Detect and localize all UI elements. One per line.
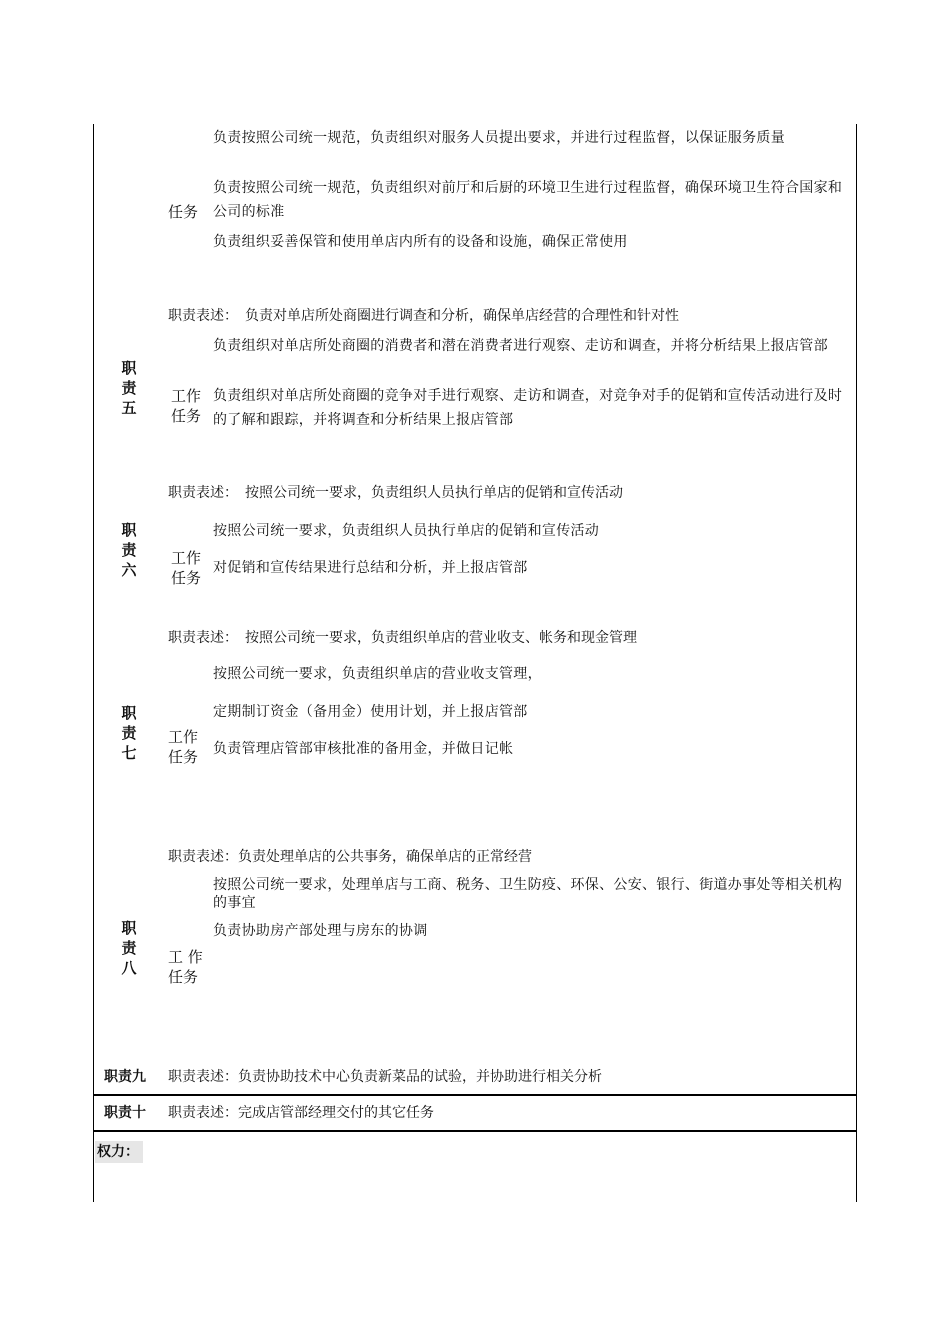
- duty6-label-char: 职: [121, 521, 137, 539]
- duty4-task-1: 负责按照公司统一规范，负责组织对服务人员提出要求，并进行过程监督，以保证服务质量: [213, 130, 785, 146]
- table-right-border: [856, 124, 857, 1202]
- duty7-work-label: [168, 727, 208, 767]
- duty8-label: [114, 918, 144, 978]
- work-label-line: 工作: [171, 387, 202, 405]
- duty7-task-1: 按照公司统一要求，负责组织单店的营业收支管理，: [213, 666, 542, 682]
- duty6-label-char: 责: [121, 541, 137, 559]
- duty6-label: [114, 520, 144, 580]
- duty10-description: 职责表述：完成店管部经理交付的其它任务: [168, 1105, 434, 1121]
- duty7-description: 职责表述： 按照公司统一要求，负责组织单店的营业收支、帐务和现金管理: [168, 630, 637, 646]
- duty7-label-char: 责: [121, 724, 137, 742]
- work-label-line: 工作: [171, 549, 202, 567]
- duty8-description: 职责表述：负责处理单店的公共事务，确保单店的正常经营: [168, 849, 532, 865]
- duty8-task-1: 按照公司统一要求，处理单店与工商、税务、卫生防疫、环保、公安、银行、街道办事处等相关机构的事宜: [213, 877, 843, 911]
- duty7-label-char: 职: [121, 704, 137, 722]
- work-label-line: 任务: [168, 748, 199, 766]
- duty8-label-char: 八: [121, 959, 137, 977]
- duty6-label-char: 六: [121, 561, 137, 579]
- duty5-label-char: 五: [121, 399, 137, 417]
- duty7-label: [114, 703, 144, 763]
- duty7-label-char: 七: [121, 744, 137, 762]
- duty5-work-label: [168, 386, 208, 426]
- table-left-border: [93, 124, 94, 1202]
- duty4-task-2: 负责按照公司统一规范，负责组织对前厅和后厨的环境卫生进行过程监督，确保环境卫生符合国家和公司的标准: [213, 180, 843, 220]
- duty9-description: 职责表述：负责协助技术中心负责新菜品的试验，并协助进行相关分析: [168, 1069, 602, 1085]
- duty8-work-label: [168, 947, 228, 987]
- duty8-label-char: 责: [121, 939, 137, 957]
- duty7-task-3: 负责管理店管部审核批准的备用金，并做日记帐: [213, 741, 514, 757]
- duty5-label-char: 责: [121, 379, 137, 397]
- duty8-task-2: 负责协助房产部处理与房东的协调: [213, 923, 428, 939]
- work-label-line: 任务: [171, 407, 202, 425]
- duty4-work-label: 任务: [168, 203, 199, 221]
- duty5-label-char: 职: [121, 359, 137, 377]
- work-label-line: 任务: [168, 968, 199, 986]
- duty5-label: [114, 358, 144, 418]
- work-label-line: 工 作: [168, 948, 203, 966]
- row-divider-9: [93, 1094, 857, 1096]
- work-label-line: 工作: [168, 728, 199, 746]
- power-label: 权力：: [95, 1141, 143, 1163]
- work-label-line: 任务: [171, 569, 202, 587]
- duty8-label-char: 职: [121, 919, 137, 937]
- duty5-task-1: 负责组织对单店所处商圈的消费者和潜在消费者进行观察、走访和调查，并将分析结果上报店管部: [213, 338, 828, 354]
- duty6-work-label: [168, 548, 208, 588]
- duty6-description: 职责表述： 按照公司统一要求，负责组织人员执行单店的促销和宣传活动: [168, 485, 623, 501]
- duty9-label: 职责九: [104, 1069, 146, 1085]
- duty10-label: 职责十: [104, 1105, 146, 1121]
- duty5-task-2: 负责组织对单店所处商圈的竞争对手进行观察、走访和调查，对竞争对手的促销和宣传活动进行及时的了解和跟踪，并将调查和分析结果上报店管部: [213, 388, 843, 428]
- row-divider-10: [93, 1130, 857, 1132]
- duty4-task-3: 负责组织妥善保管和使用单店内所有的设备和设施，确保正常使用: [213, 234, 628, 250]
- duty6-task-1: 按照公司统一要求，负责组织人员执行单店的促销和宣传活动: [213, 523, 600, 539]
- duty7-task-2: 定期制订资金（备用金）使用计划，并上报店管部: [213, 704, 528, 720]
- duty6-task-2: 对促销和宣传结果进行总结和分析，并上报店管部: [213, 560, 528, 576]
- duty5-description: 职责表述： 负责对单店所处商圈进行调查和分析，确保单店经营的合理性和针对性: [168, 308, 679, 324]
